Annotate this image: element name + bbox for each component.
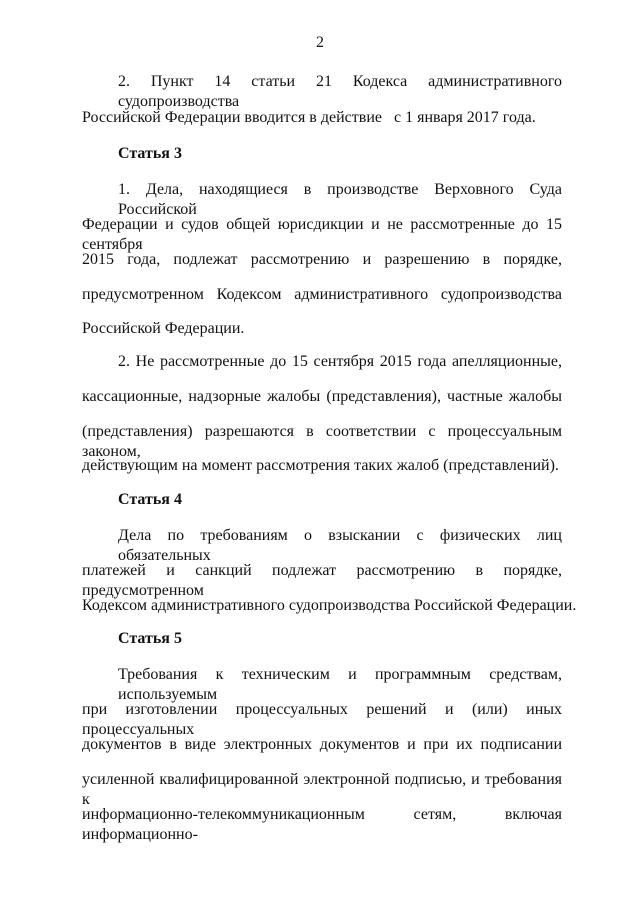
- paragraph-line: усиленной квалифицированной электронной подписью, и требования к: [82, 771, 562, 808]
- paragraph-line: 2. Пункт 14 статьи 21 Кодекса административного судопроизводства: [118, 73, 562, 110]
- paragraph-line: предусмотренном Кодексом административного судопроизводства: [82, 286, 562, 303]
- paragraph-line: платежей и санкций подлежат рассмотрению в порядке, предусмотренном: [82, 562, 562, 599]
- paragraph-line: 2015 года, подлежат рассмотрению и разрешению в порядке,: [82, 251, 562, 268]
- paragraph-line: Федерации и судов общей юрисдикции и не рассмотренные до 15 сентября: [82, 216, 562, 253]
- article-heading: Статья 3: [118, 145, 182, 162]
- paragraph-line: при изготовлении процессуальных решений и (или) иных процессуальных: [82, 701, 562, 738]
- paragraph-line: Кодексом административного судопроизводства Российской Федерации.: [82, 597, 577, 614]
- page-number: 2: [316, 34, 324, 51]
- paragraph-line: действующим на момент рассмотрения таких жалоб (представлений).: [82, 457, 559, 474]
- article-heading: Статья 4: [118, 491, 182, 508]
- paragraph-line: Российской Федерации.: [82, 320, 245, 337]
- paragraph-line: документов в виде электронных документов и при их подписании: [82, 736, 562, 753]
- paragraph-line: кассационные, надзорные жалобы (представления), частные жалобы: [82, 388, 562, 405]
- article-heading: Статья 5: [118, 630, 182, 647]
- paragraph-line: информационно-телекоммуникационным сетям, включая информационно-: [82, 806, 562, 843]
- paragraph-line: Требования к техническим и программным средствам, используемым: [118, 666, 562, 703]
- paragraph-line: Дела по требованиям о взыскании с физических лиц обязательных: [118, 527, 562, 564]
- paragraph-line: (представления) разрешаются в соответствии с процессуальным законом,: [82, 423, 562, 460]
- paragraph-line: Российской Федерации вводится в действие с 1 января 2017 года.: [82, 109, 536, 126]
- paragraph-line: 2. Не рассмотренные до 15 сентября 2015 года апелляционные,: [118, 353, 562, 370]
- paragraph-line: 1. Дела, находящиеся в производстве Верховного Суда Российской: [118, 181, 562, 218]
